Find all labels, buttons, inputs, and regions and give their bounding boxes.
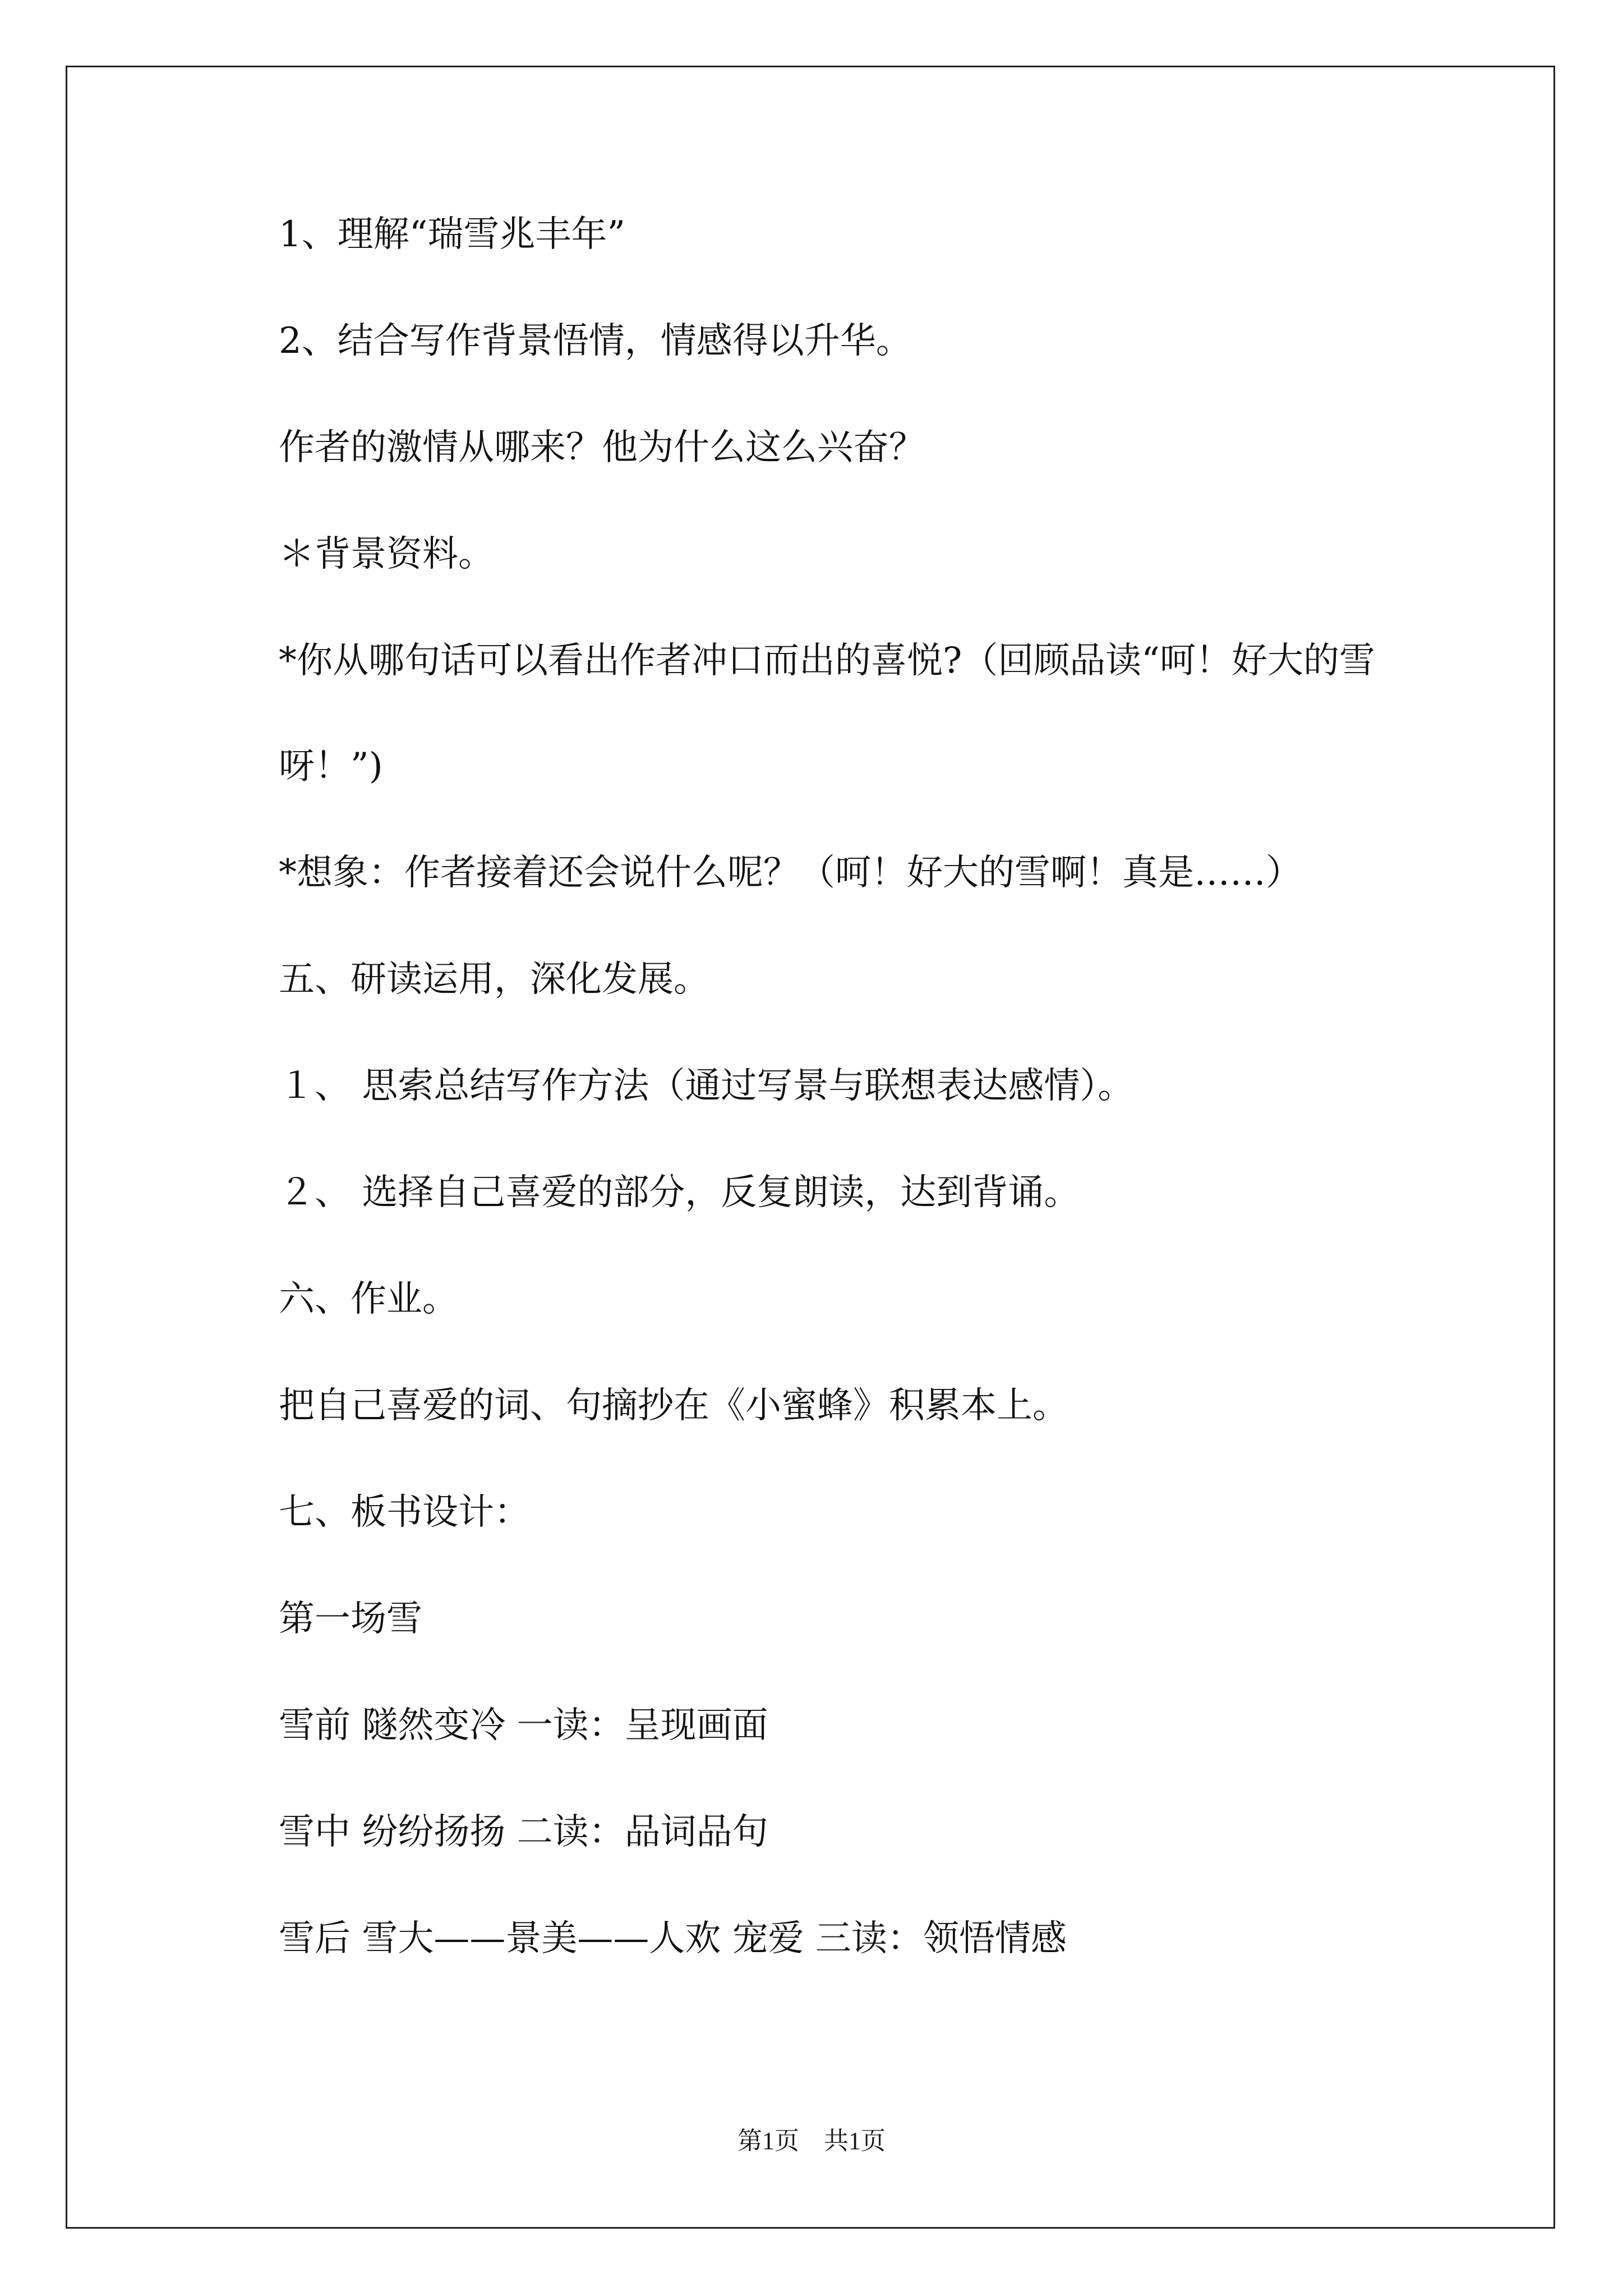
section-heading-7: 七、板书设计： [279,1492,530,1533]
paragraph-5: *你从哪句话可以看出作者冲口而出的喜悦?（回顾品读“呵！好大的雪呀！”) [279,640,1376,787]
paragraph-11: 把自己喜爱的词、句摘抄在《小蜜蜂》积累本上。 [279,1385,1068,1427]
section-heading-5: 五、研读运用，深化发展。 [279,959,709,1000]
board-title: 第一场雪 [279,1598,422,1640]
paragraph-3: 作者的激情从哪来？他为什么这么兴奋？ [279,427,925,468]
paragraph-2: 2、结合写作背景悟情，情感得以升华。 [279,320,912,362]
page-footer: 第1页 共1页 [737,2127,886,2155]
paragraph-6: *想象：作者接着还会说什么呢？（呵！好大的雪啊！真是……） [279,852,1302,894]
board-line-3: 雪后 雪大——景美——人欢 宠爱 三读：领悟情感 [279,1918,1067,1959]
paragraph-8: １、 思索总结写作方法（通过写景与联想表达感情）。 [279,1065,1134,1107]
paragraph-4: ＊背景资料。 [279,533,494,575]
board-line-1: 雪前 隧然变冷 一读：呈现画面 [279,1705,768,1746]
board-line-2: 雪中 纷纷扬扬 二读：品词品句 [279,1811,768,1853]
section-heading-6: 六、作业。 [279,1278,458,1320]
document-body [199,208,1438,2018]
paragraph-9: ２、 选择自己喜爱的部分，反复朗读，达到背诵。 [279,1172,1080,1213]
paragraph-1: 1、理解“瑞雪兆丰年” [279,214,626,255]
